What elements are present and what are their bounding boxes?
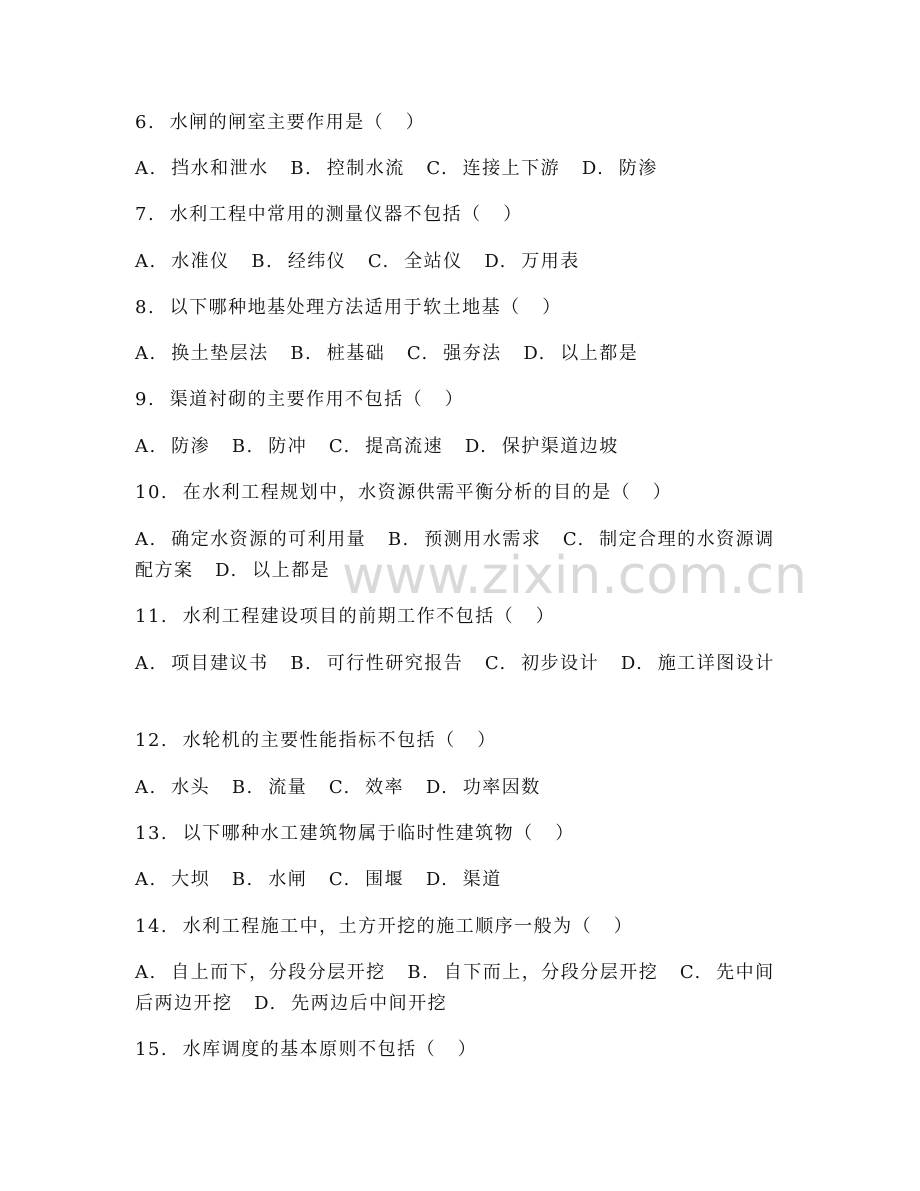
options-6: A. 挡水和泄水 B. 控制水流 C. 连接上下游 D. 防渗	[135, 158, 658, 179]
question-11: 11. 水利工程建设项目的前期工作不包括（ ）	[135, 606, 556, 627]
options-9: A. 防渗 B. 防冲 C. 提高流速 D. 保护渠道边坡	[135, 436, 619, 457]
options-7: A. 水准仪 B. 经纬仪 C. 全站仪 D. 万用表	[135, 251, 580, 272]
question-13: 13. 以下哪种水工建筑物属于临时性建筑物（ ）	[135, 823, 575, 844]
options-11: A. 项目建议书 B. 可行性研究报告 C. 初步设计 D. 施工详图设计	[135, 653, 775, 674]
options-13: A. 大坝 B. 水闸 C. 围堰 D. 渠道	[135, 869, 502, 890]
question-15: 15. 水库调度的基本原则不包括（ ）	[135, 1039, 478, 1060]
options-8: A. 换土垫层法 B. 桩基础 C. 强夯法 D. 以上都是	[135, 343, 639, 364]
options-12: A. 水头 B. 流量 C. 效率 D. 功率因数	[135, 777, 541, 798]
question-12: 12. 水轮机的主要性能指标不包括（ ）	[135, 730, 497, 751]
question-6: 6. 水闸的闸室主要作用是（ ）	[135, 112, 426, 133]
watermark: www.zixin.com.cn	[342, 546, 807, 606]
question-7: 7. 水利工程中常用的测量仪器不包括（ ）	[135, 204, 523, 225]
question-14: 14. 水利工程施工中，土方开挖的施工顺序一般为（ ）	[135, 916, 634, 937]
options-10: A. 确定水资源的可利用量 B. 预测用水需求 C. 制定合理的水资源调配方案 D. 以上都是	[135, 529, 775, 581]
question-8: 8. 以下哪种地基处理方法适用于软土地基（ ）	[135, 297, 562, 318]
options-14: A. 自上而下，分段分层开挖 B. 自下而上，分段分层开挖 C. 先中间后两边开挖 D. 先两边后中间开挖	[135, 962, 775, 1014]
question-9: 9. 渠道衬砌的主要作用不包括（ ）	[135, 389, 465, 410]
question-10: 10. 在水利工程规划中，水资源供需平衡分析的目的是（ ）	[135, 482, 673, 503]
